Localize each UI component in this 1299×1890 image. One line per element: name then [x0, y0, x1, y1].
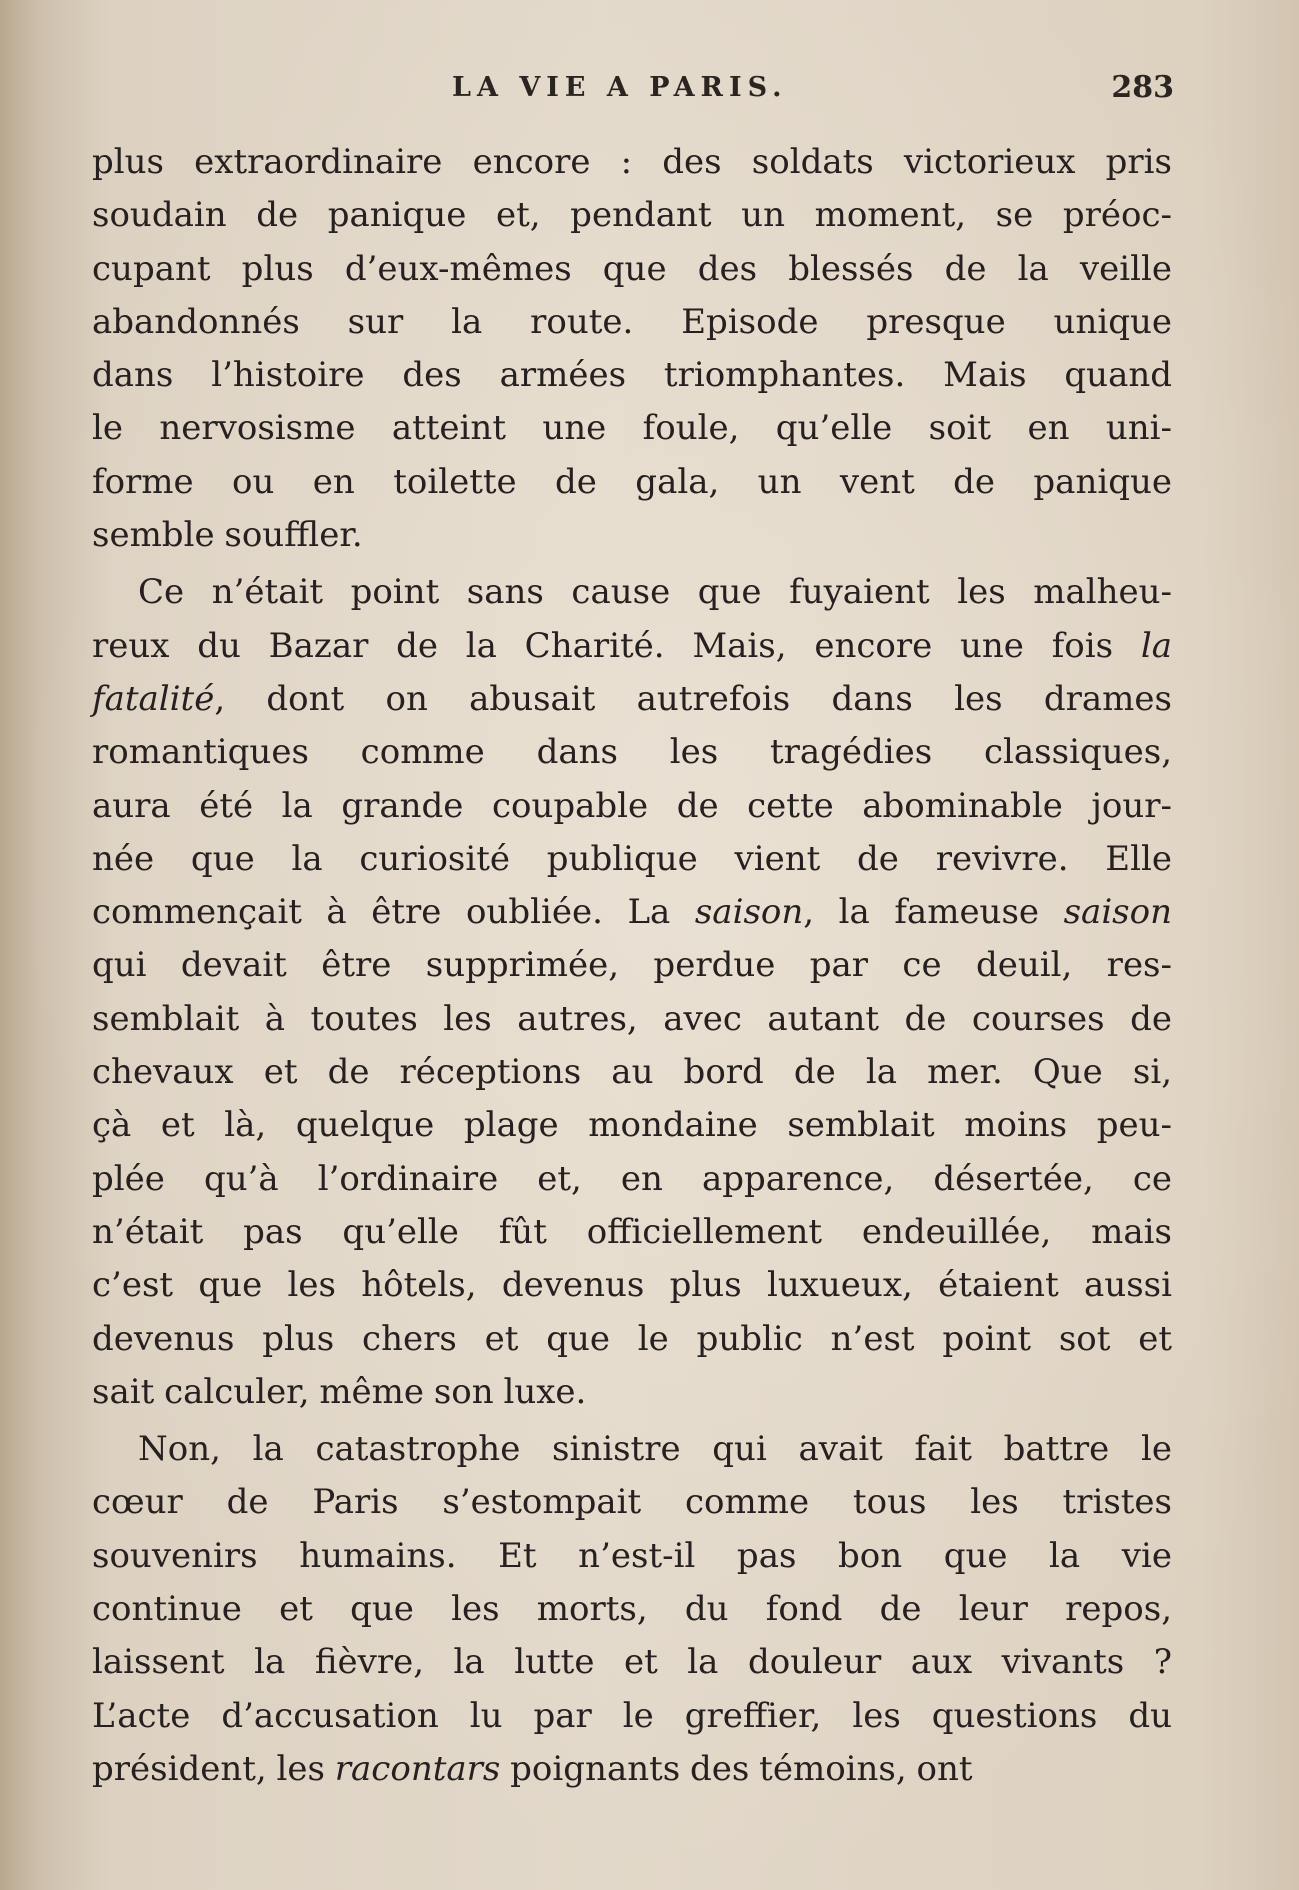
- text-line: [92, 1530, 1172, 1583]
- text-segment: aura été la grande coupable de cette abominable jour-: [92, 785, 1172, 826]
- text-line: [92, 1636, 1172, 1689]
- text-segment: plus extraordinaire encore : des soldats victorieux pris: [92, 142, 1172, 182]
- text-segment: qui devait être supprimée, perdue par ce deuil, res-: [92, 945, 1172, 986]
- italic-text: racontars: [334, 1748, 501, 1789]
- italic-text: fatalité: [92, 678, 215, 719]
- italic-text: saison: [694, 892, 804, 933]
- text-segment: président, les: [92, 1748, 335, 1789]
- text-line: [92, 1259, 1172, 1312]
- text-segment: cœur de Paris s’estompait comme tous les tristes: [92, 1482, 1172, 1523]
- page-header: [94, 72, 1174, 112]
- text-segment: dans l’histoire des armées triomphantes. Mais quand: [92, 355, 1172, 396]
- text-line: [92, 566, 1172, 619]
- text-line: [92, 136, 1172, 189]
- paragraph: [92, 1423, 1172, 1796]
- text-line: [92, 939, 1172, 992]
- text-segment: abandonnés sur la route. Episode presque unique: [92, 301, 1172, 342]
- text-segment: n’était pas qu’elle fût officiellement endeuillée, mais: [92, 1211, 1172, 1252]
- paragraph: [92, 136, 1172, 562]
- text-segment: chevaux et de réceptions au bord de la mer. Que si,: [92, 1052, 1172, 1093]
- text-segment: forme ou en toilette de gala, un vent de panique: [92, 461, 1172, 502]
- text-line: [92, 886, 1172, 939]
- text-line: [92, 1366, 1172, 1419]
- text-line: [92, 620, 1172, 673]
- italic-text: la: [1140, 625, 1172, 666]
- text-line: [92, 509, 1172, 562]
- paragraph: [92, 566, 1172, 1419]
- text-line: [92, 349, 1172, 402]
- text-segment: , dont on abusait autrefois dans les drames: [214, 678, 1172, 719]
- italic-text: saison: [1063, 892, 1173, 933]
- text-segment: semble souffler.: [92, 515, 363, 556]
- text-segment: continue et que les morts, du fond de leur repos,: [92, 1589, 1172, 1630]
- text-segment: semblait à toutes les autres, avec autant de courses de: [92, 998, 1172, 1039]
- body-text: [92, 136, 1172, 1796]
- text-line: [92, 1099, 1172, 1152]
- text-segment: L’acte d’accusation lu par le greffier, les questions du: [92, 1695, 1172, 1736]
- text-line: [92, 1206, 1172, 1259]
- text-segment: poignants des témoins, ont: [500, 1748, 973, 1789]
- text-line: [92, 189, 1172, 242]
- text-line: [92, 243, 1172, 296]
- text-line: [92, 456, 1172, 509]
- text-line: [92, 993, 1172, 1046]
- text-line: [92, 726, 1172, 779]
- text-line: [92, 780, 1172, 833]
- text-segment: Ce n’était point sans cause que fuyaient les malheu-: [138, 572, 1172, 613]
- text-segment: le nervosisme atteint une foule, qu’elle soit en uni-: [92, 408, 1172, 449]
- text-line: [92, 402, 1172, 455]
- text-segment: née que la curiosité publique vient de revivre. Elle: [92, 838, 1172, 879]
- text-segment: , la fameuse: [803, 892, 1064, 933]
- text-segment: cupant plus d’eux-mêmes que des blessés de la veille: [92, 248, 1172, 289]
- text-segment: soudain de panique et, pendant un moment, se préoc-: [92, 195, 1172, 236]
- page-number: 283: [1111, 70, 1174, 105]
- text-segment: Non, la catastrophe sinistre qui avait fait battre le: [138, 1429, 1172, 1470]
- text-segment: souvenirs humains. Et n’est-il pas bon que la vie: [92, 1535, 1172, 1576]
- running-head: LA VIE A PARIS.: [452, 72, 788, 103]
- text-segment: c’est que les hôtels, devenus plus luxueux, étaient aussi: [92, 1265, 1172, 1306]
- text-segment: plée qu’à l’ordinaire et, en apparence, désertée, ce: [92, 1158, 1172, 1199]
- text-segment: laissent la fièvre, la lutte et la douleur aux vivants ?: [92, 1642, 1172, 1683]
- text-segment: commençait à être oubliée. La: [92, 892, 695, 933]
- text-line: [92, 1583, 1172, 1636]
- text-line: [92, 1153, 1172, 1206]
- text-line: [92, 1313, 1172, 1366]
- text-line: [92, 1743, 1172, 1796]
- text-line: [92, 673, 1172, 726]
- text-line: [92, 833, 1172, 886]
- text-segment: devenus plus chers et que le public n’est point sot et: [92, 1318, 1172, 1359]
- text-line: [92, 1476, 1172, 1529]
- text-line: [92, 1046, 1172, 1099]
- text-segment: sait calculer, même son luxe.: [92, 1371, 587, 1412]
- text-segment: reux du Bazar de la Charité. Mais, encore une fois: [92, 625, 1141, 666]
- text-segment: romantiques comme dans les tragédies classiques,: [92, 732, 1172, 773]
- text-line: [92, 1690, 1172, 1743]
- text-segment: çà et là, quelque plage mondaine semblait moins peu-: [92, 1105, 1172, 1146]
- text-line: [92, 296, 1172, 349]
- text-line: [92, 1423, 1172, 1476]
